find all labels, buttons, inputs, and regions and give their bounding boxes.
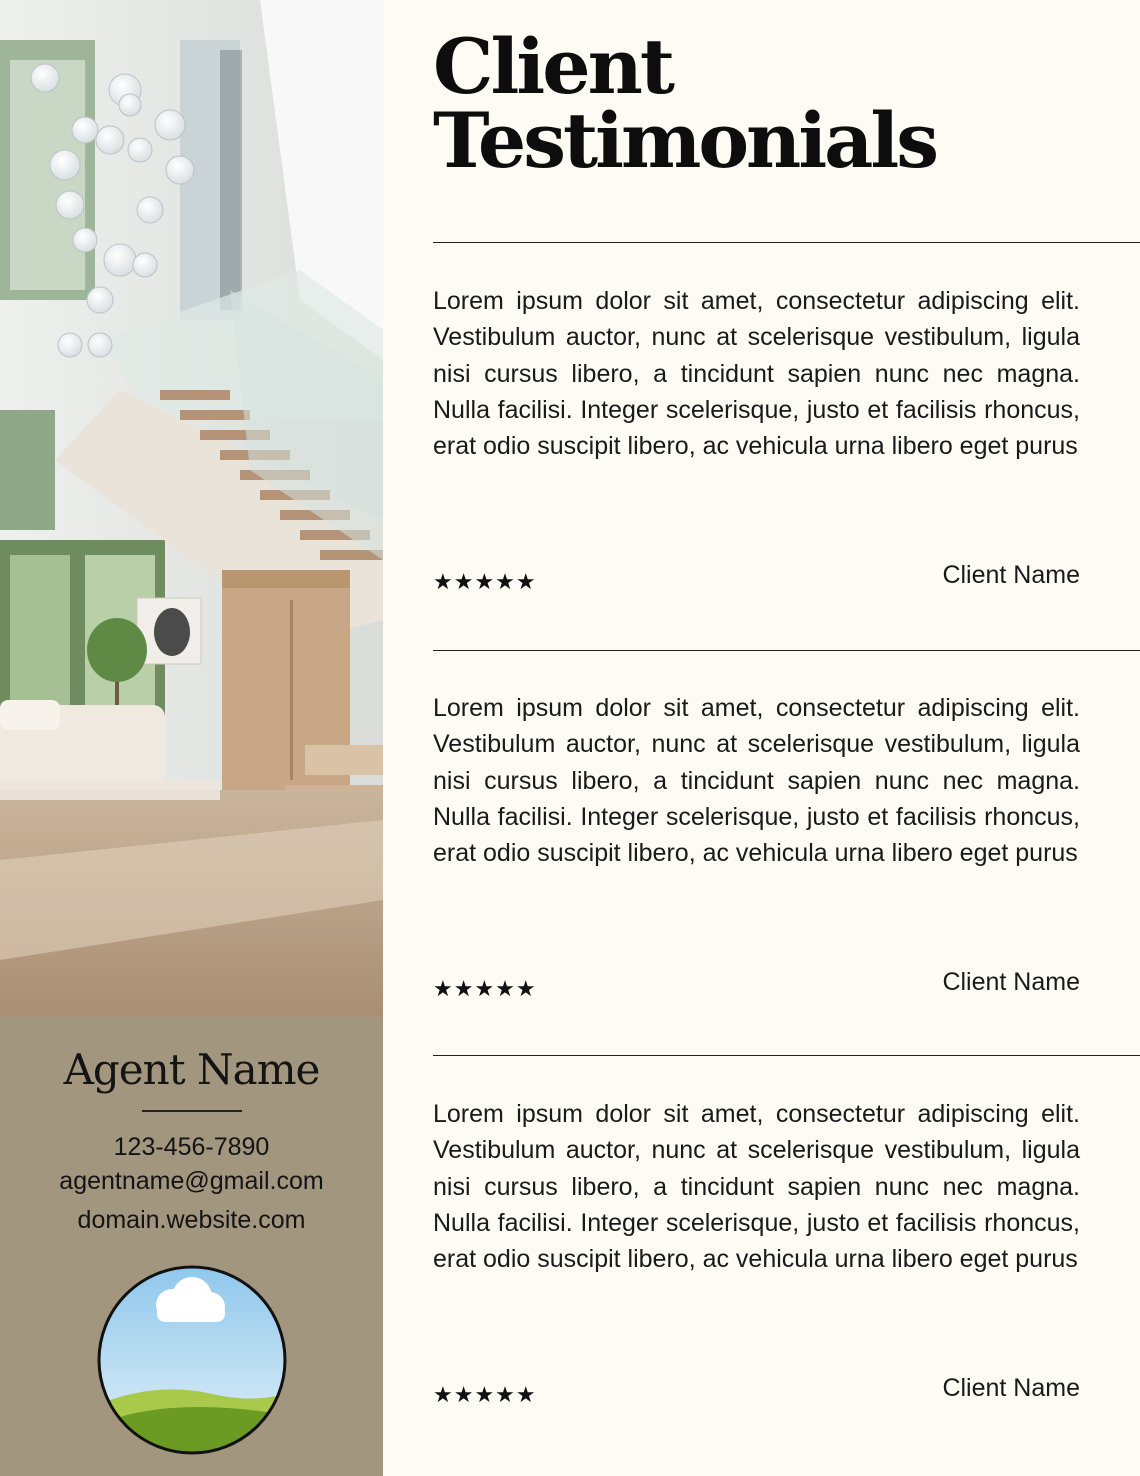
- section-divider: [433, 242, 1140, 243]
- title-line-1: Client: [433, 22, 672, 111]
- agent-website[interactable]: domain.website.com: [77, 1206, 306, 1234]
- agent-name: Agent Name: [63, 1045, 320, 1094]
- section-divider: [433, 650, 1140, 651]
- testimonial-card: [433, 690, 1080, 1010]
- agent-email[interactable]: agentname@gmail.com: [59, 1167, 324, 1195]
- title-line-2: Testimonials: [433, 96, 937, 185]
- staircase-interior-image: [0, 0, 383, 1017]
- rating-stars: ★★★★★: [433, 1382, 537, 1407]
- testimonial-text: Lorem ipsum dolor sit amet, consectetur adipiscing elit. Vestibulum auctor, nunc at scelerisque vestibulum, ligula nisi cursus libero, a tincidunt sapien nunc nec magna. Nulla facilisi. Integer scelerisque, justo et facilisis rhoncus, erat odio suscipit libero, ac vehicula urna libero eget purus: [433, 694, 1080, 868]
- page-title: [433, 22, 937, 185]
- interior-photo: [0, 0, 383, 1017]
- landscape-placeholder-icon: [97, 1265, 287, 1455]
- testimonial-card: [433, 283, 1080, 603]
- testimonial-text: Lorem ipsum dolor sit amet, consectetur adipiscing elit. Vestibulum auctor, nunc at scelerisque vestibulum, ligula nisi cursus libero, a tincidunt sapien nunc nec magna. Nulla facilisi. Integer scelerisque, justo et facilisis rhoncus, erat odio suscipit libero, ac vehicula urna libero eget purus: [433, 1100, 1080, 1274]
- client-name: Client Name: [942, 968, 1080, 996]
- testimonial-card: [433, 1096, 1080, 1416]
- client-name: Client Name: [942, 561, 1080, 589]
- section-divider: [433, 1055, 1140, 1056]
- agent-sidebar: [0, 0, 383, 1476]
- testimonial-text: Lorem ipsum dolor sit amet, consectetur adipiscing elit. Vestibulum auctor, nunc at scelerisque vestibulum, ligula nisi cursus libero, a tincidunt sapien nunc nec magna. Nulla facilisi. Integer scelerisque, justo et facilisis rhoncus, erat odio suscipit libero, ac vehicula urna libero eget purus: [433, 287, 1080, 461]
- rating-stars: ★★★★★: [433, 976, 537, 1001]
- rating-stars: ★★★★★: [433, 569, 537, 594]
- client-name: Client Name: [942, 1374, 1080, 1402]
- agent-divider: [142, 1110, 242, 1112]
- agent-phone[interactable]: 123-456-7890: [113, 1133, 270, 1161]
- agent-card: [0, 1017, 383, 1476]
